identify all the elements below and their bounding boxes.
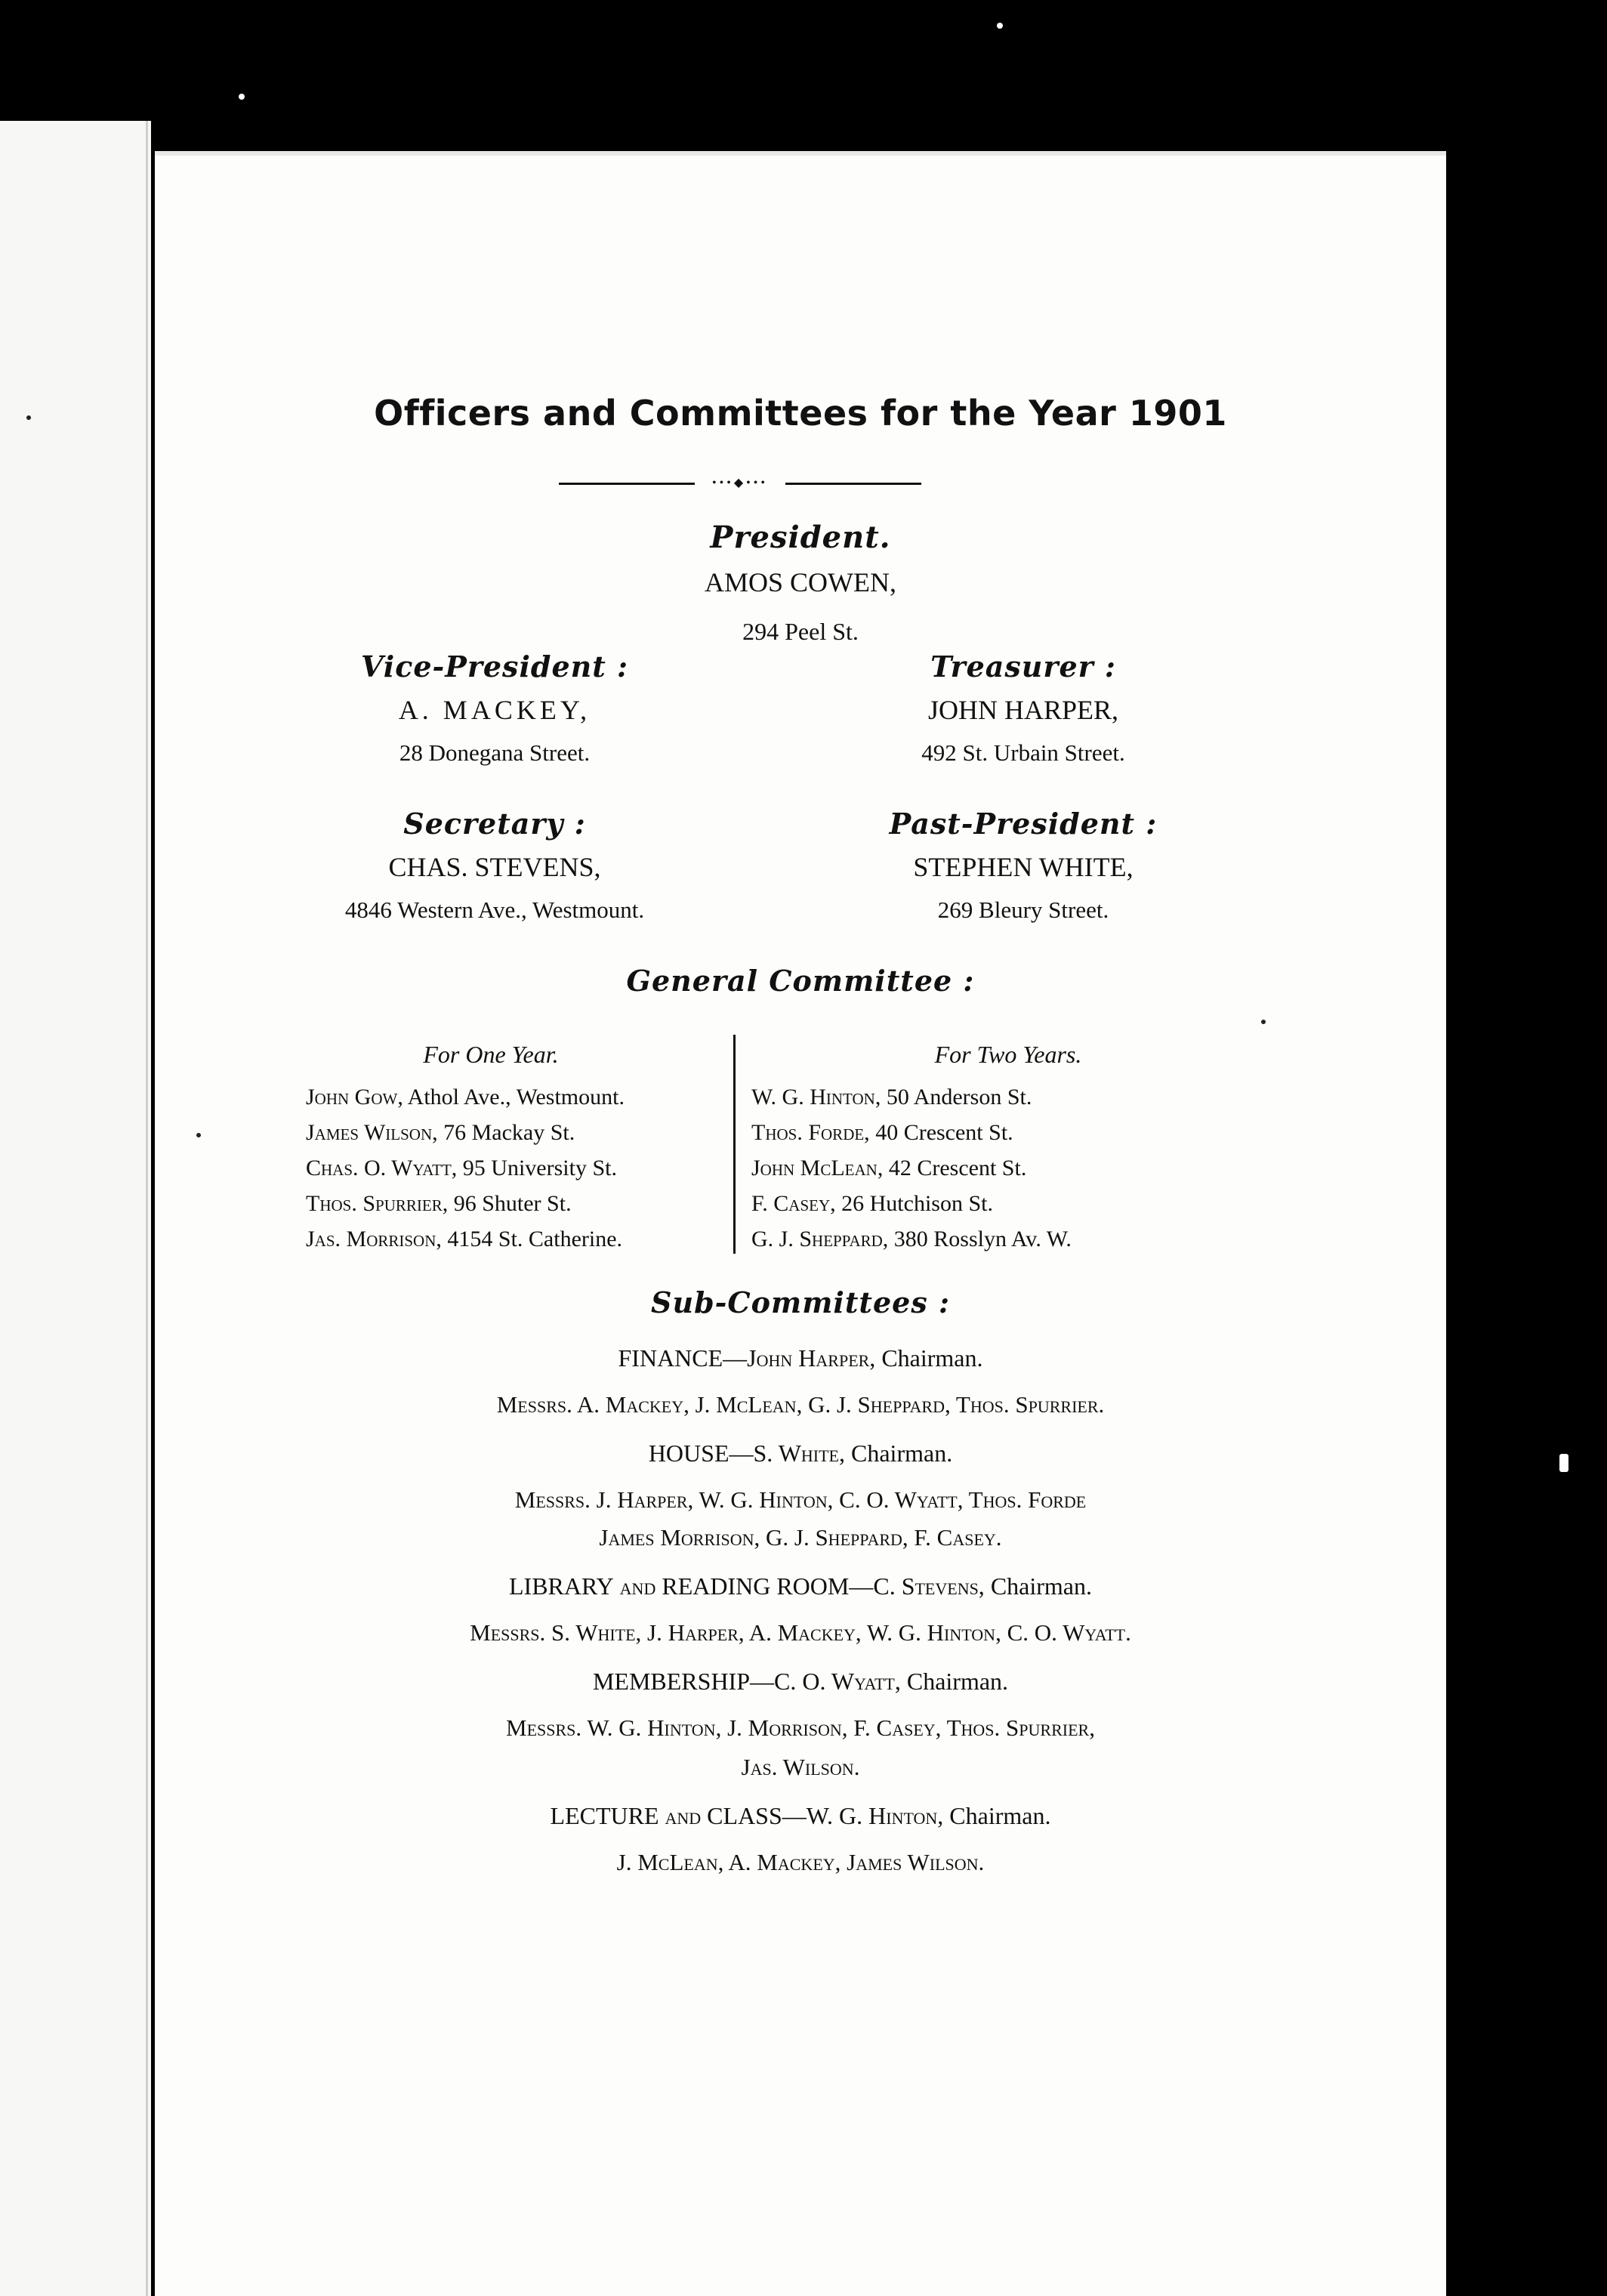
house-committee-members-continued: James Morrison, G. J. Sheppard, F. Casey. — [599, 1524, 1002, 1551]
membership-committee-members: Messrs. W. G. Hinton, J. Morrison, F. Casey, Thos. Spurrier, — [506, 1714, 1095, 1741]
two-years-list — [751, 1079, 1235, 1257]
scan-speck — [196, 1133, 201, 1137]
one-year-list — [155, 1079, 736, 1257]
president-name: AMOS COWEN, — [704, 567, 896, 597]
vice-president-block — [283, 650, 706, 767]
two-years-label: For Two Years. — [934, 1041, 1082, 1068]
treasurer-block — [812, 650, 1235, 767]
secretary-address: 4846 Western Ave., Westmount. — [344, 896, 645, 923]
past-president-address: 269 Bleury Street. — [937, 896, 1109, 923]
president-address: 294 Peel St. — [742, 618, 859, 645]
list-item: Jas. Morrison, 4154 St. Catherine. — [306, 1227, 623, 1251]
vice-president-heading: Vice-President : — [360, 650, 629, 684]
document-page — [155, 151, 1446, 2296]
finance-committee-heading: FINANCE—John Harper, Chairman. — [618, 1344, 983, 1372]
title-ornament-rule — [559, 476, 921, 491]
past-president-heading: Past-President : — [889, 807, 1158, 841]
scan-speck — [1559, 1454, 1568, 1472]
treasurer-name: JOHN HARPER, — [927, 695, 1119, 725]
treasurer-address: 492 St. Urbain Street. — [921, 739, 1125, 766]
list-item: James Wilson, 76 Mackay St. — [306, 1120, 575, 1145]
house-committee-members: Messrs. J. Harper, W. G. Hinton, C. O. Wyatt, Thos. Forde — [514, 1486, 1087, 1513]
list-item: Chas. O. Wyatt, 95 University St. — [306, 1156, 617, 1180]
vice-president-address: 28 Donegana Street. — [399, 739, 591, 766]
president-heading: President. — [710, 520, 891, 555]
list-item: Thos. Forde, 40 Crescent St. — [751, 1120, 1013, 1145]
treasurer-heading: Treasurer : — [930, 650, 1116, 684]
page-title: Officers and Committees for the Year 1901 — [374, 393, 1227, 434]
general-committee-heading: General Committee : — [626, 964, 975, 998]
list-item: Thos. Spurrier, 96 Shuter St. — [306, 1191, 572, 1216]
house-committee-heading: HOUSE—S. White, Chairman. — [648, 1440, 953, 1467]
two-years-column — [751, 1041, 1235, 1257]
scan-speck — [997, 23, 1003, 29]
list-item: W. G. Hinton, 50 Anderson St. — [751, 1085, 1032, 1109]
library-committee-members: Messrs. S. White, J. Harper, A. Mackey, W. G. Hinton, C. O. Wyatt. — [470, 1619, 1131, 1646]
one-year-label: For One Year. — [423, 1041, 559, 1068]
library-committee-heading: LIBRARY and READING ROOM—C. Stevens, Chairman. — [508, 1572, 1092, 1600]
secretary-name: CHAS. STEVENS, — [388, 852, 601, 882]
membership-committee-members-continued: Jas. Wilson. — [741, 1754, 860, 1780]
list-item: John Gow, Athol Ave., Westmount. — [306, 1085, 625, 1109]
past-president-block — [812, 807, 1235, 924]
membership-committee-heading: MEMBERSHIP—C. O. Wyatt, Chairman. — [592, 1668, 1009, 1695]
scan-speck — [239, 94, 245, 100]
scan-speck — [1261, 1020, 1266, 1024]
lecture-committee-members: J. McLean, A. Mackey, James Wilson. — [616, 1849, 985, 1875]
one-year-column — [155, 1041, 736, 1257]
secretary-block — [283, 807, 706, 924]
scan-speck — [26, 415, 31, 420]
list-item: F. Casey, 26 Hutchison St. — [751, 1191, 993, 1216]
column-divider — [733, 1035, 736, 1254]
ornament-glyphs: •••◆••• — [712, 477, 768, 489]
secretary-heading: Secretary : — [403, 807, 586, 841]
past-president-name: STEPHEN WHITE, — [913, 852, 1134, 882]
list-item: John McLean, 42 Crescent St. — [751, 1156, 1027, 1180]
vice-president-name: A. MACKEY, — [398, 695, 591, 725]
lecture-committee-heading: LECTURE and CLASS—W. G. Hinton, Chairman. — [550, 1802, 1051, 1829]
facing-page-edge — [0, 121, 151, 2296]
finance-committee-members: Messrs. A. Mackey, J. McLean, G. J. Sheppard, Thos. Spurrier. — [496, 1391, 1105, 1418]
list-item: G. J. Sheppard, 380 Rosslyn Av. W. — [751, 1227, 1072, 1251]
sub-committees-heading: Sub-Committees : — [651, 1285, 950, 1319]
